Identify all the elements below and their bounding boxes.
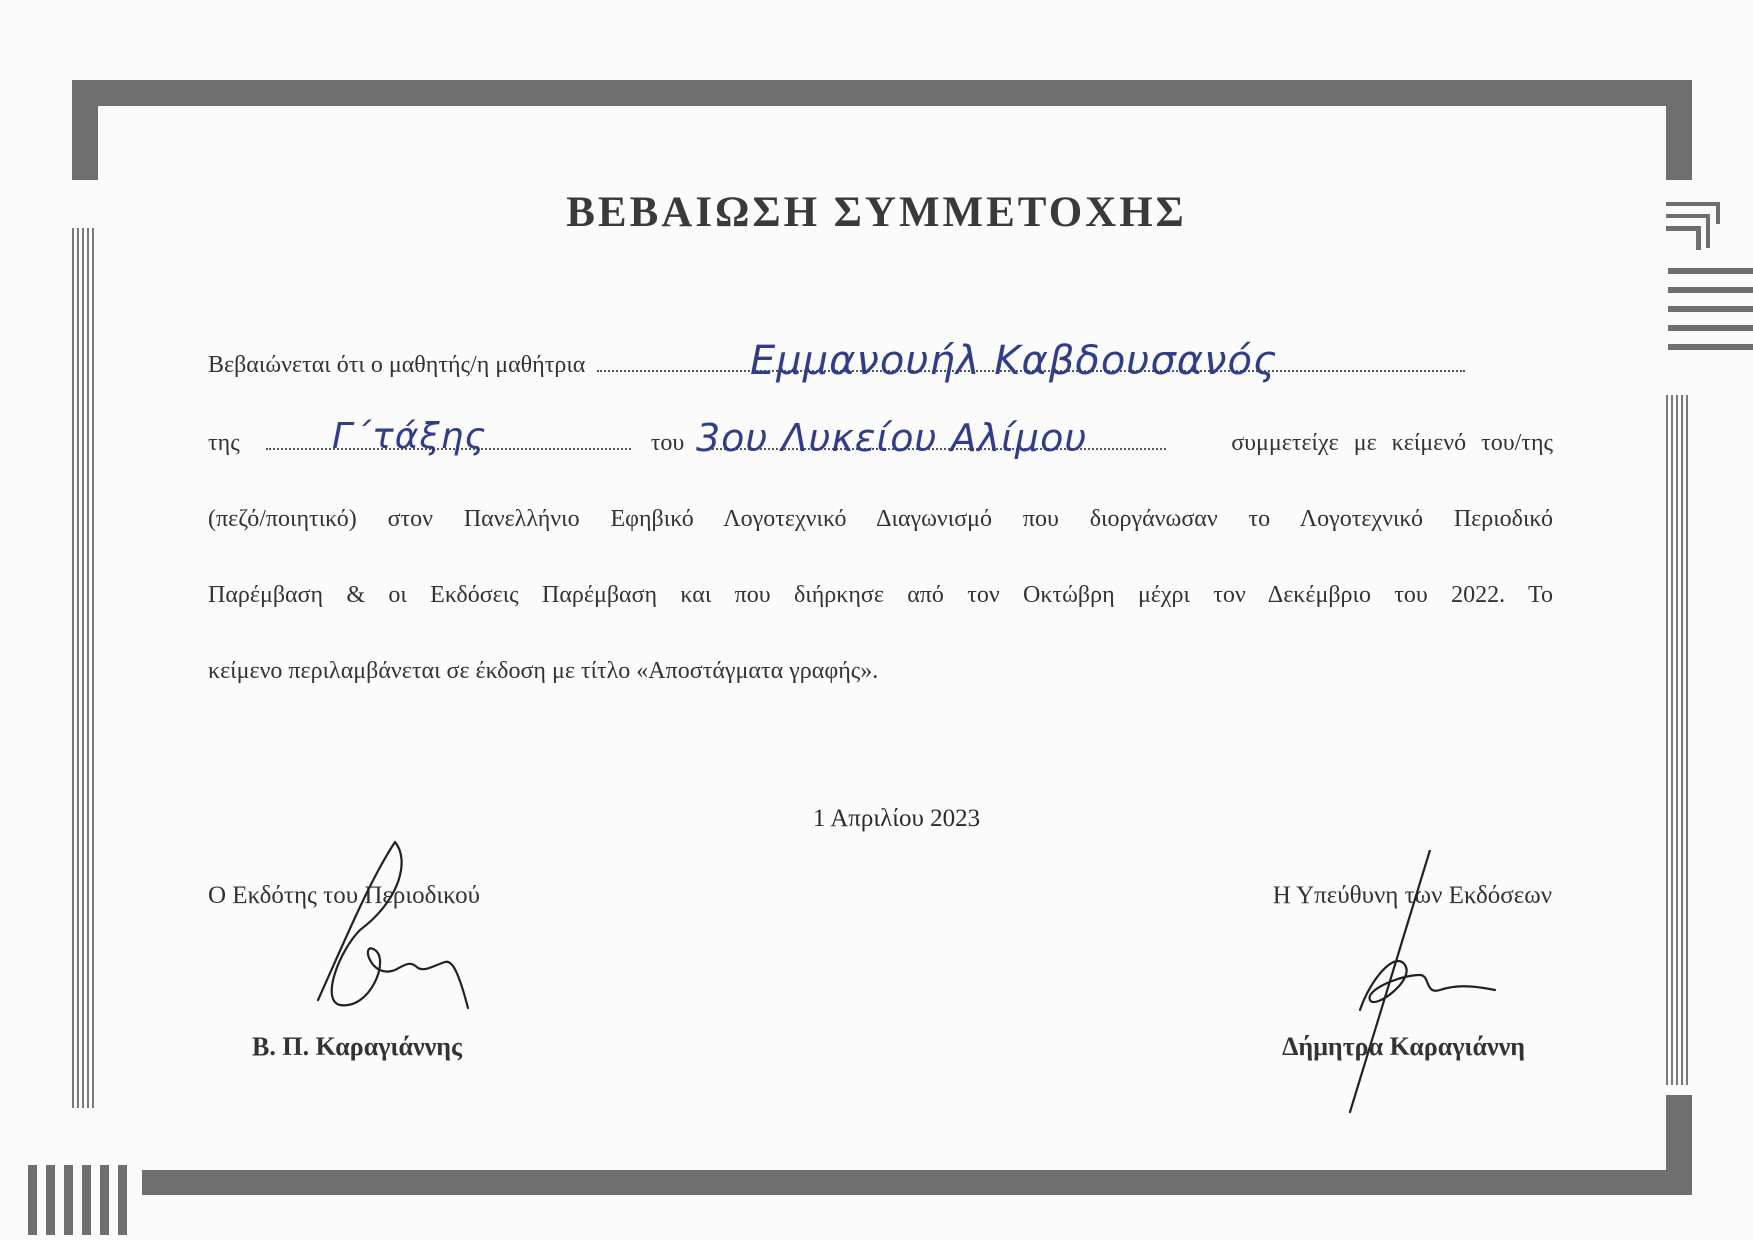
certificate-date: 1 Απριλίου 2023 [812,805,981,832]
left-signatory-role: Ο Εκδότης του Περιοδικού [208,882,481,909]
right-signatory-name: Δήμητρα Καραγιάννη [1282,1032,1525,1061]
frame-right-stripes [1666,395,1692,1085]
certificate-title: ΒΕΒΑΙΩΣΗ ΣΥΜΜΕΤΟΧΗΣ [566,189,1187,236]
participation-text: συμμετείχε με κείμενό του/της [1231,430,1553,456]
class-label: της [208,430,240,456]
frame-top-bar [72,80,1692,106]
student-name-handwritten: Εμμανουήλ Καβδουσανός [750,338,1278,384]
right-signatory-role: Η Υπεύθυνη των Εκδόσεων [1272,882,1552,909]
frame-bottom-left-stripes [28,1165,128,1235]
frame-left-top-bar [72,80,98,180]
frame-right-top-bar [1666,80,1692,180]
right-handwritten-signature [1330,850,1520,1120]
body-line-3: (πεζό/ποιητικό) στον Πανελλήνιο Εφηβικό Λογοτεχνικό Διαγωνισμό που διοργάνωσαν το Λογοτεχνικό Περιοδικό [208,506,1553,532]
left-signatory-name: Β. Π. Καραγιάννης [252,1032,462,1061]
body-line-4: Παρέμβαση & οι Εκδόσεις Παρέμβαση και που διήρκησε από τον Οκτώβρη μέχρι τον Δεκέμβριο του 2022. Το [208,582,1553,608]
student-line-label: Βεβαιώνεται ότι ο μαθητής/η μαθήτρια [208,352,586,378]
body-line-5: κείμενο περιλαμβάνεται σε έκδοση με τίτλο «Αποστάγματα γραφής». [208,658,879,684]
frame-left-stripes [72,228,98,1108]
class-handwritten: Γ΄τάξης [332,416,487,457]
left-handwritten-signature [300,840,480,1020]
frame-bottom-bar [142,1170,1692,1195]
school-label: του [650,430,685,456]
school-handwritten: 3ου Λυκείου Αλίμου [696,416,1088,460]
